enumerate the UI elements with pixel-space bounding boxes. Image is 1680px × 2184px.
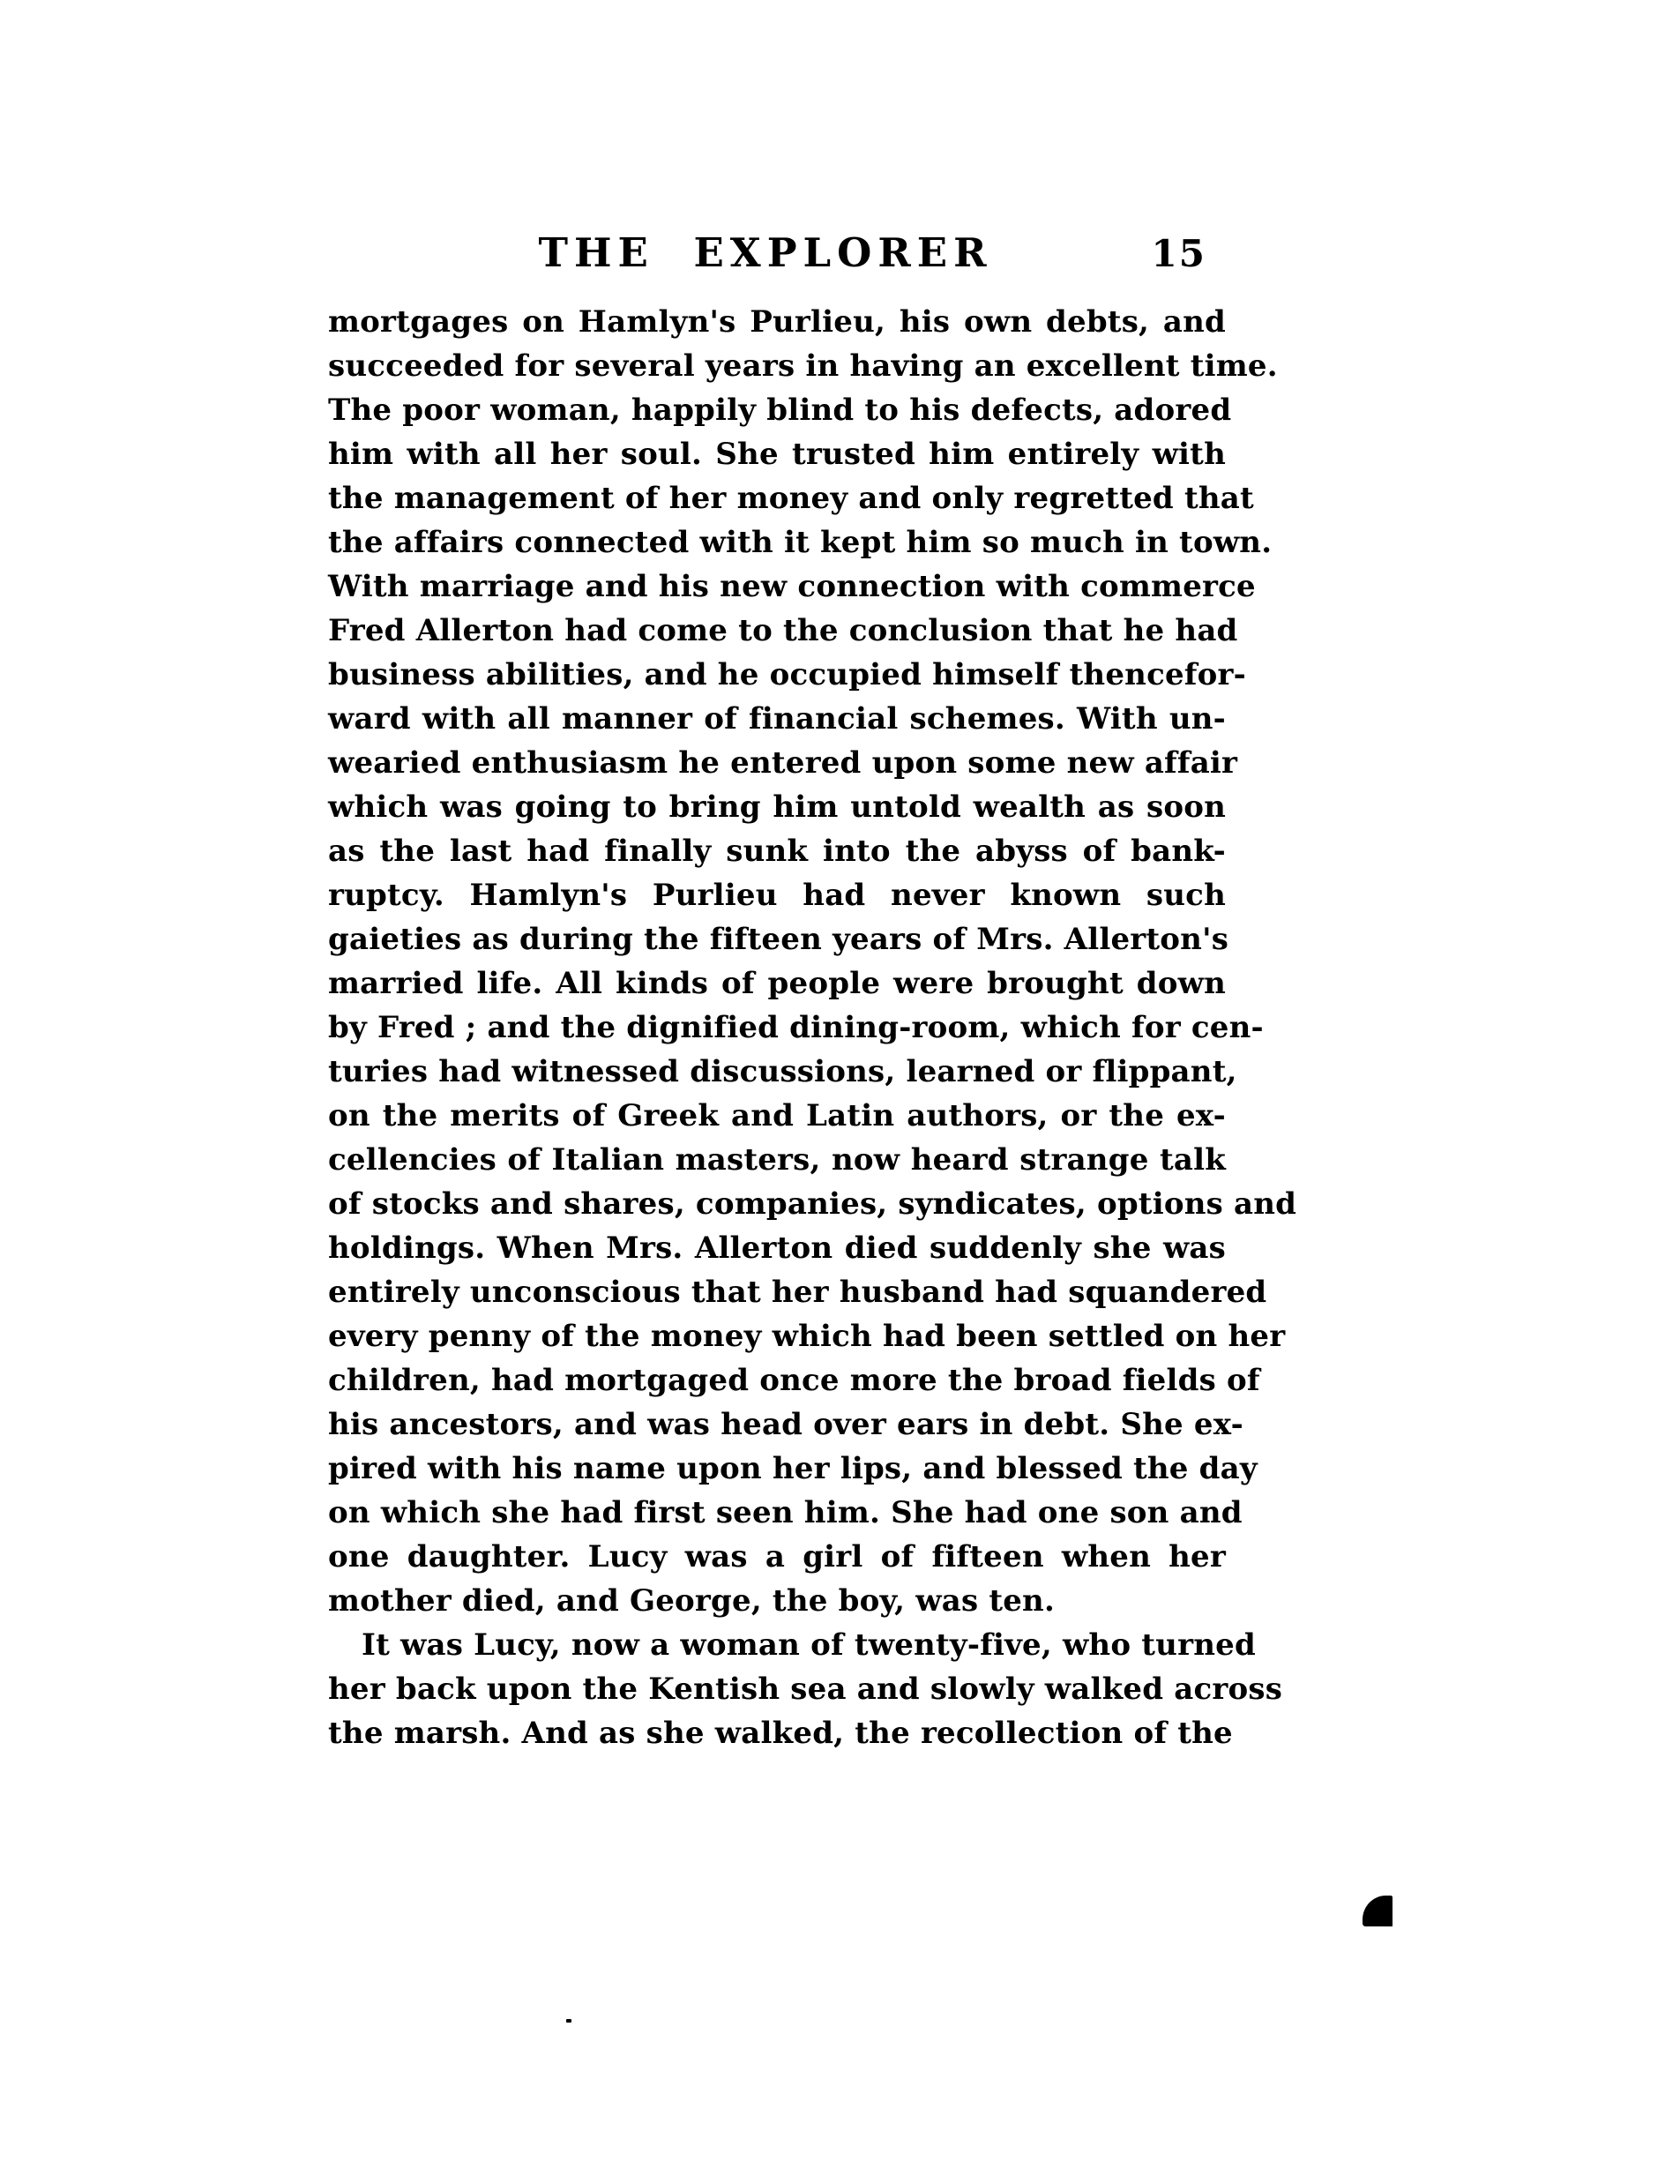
text-line: married life. All kinds of people were brought down [328, 966, 1226, 1001]
text-line: of stocks and shares, companies, syndicates, options and [328, 1186, 1297, 1222]
body-text [328, 300, 1297, 1755]
ink-blot-artifact [1363, 1896, 1393, 1926]
text-line: With marriage and his new connection with commerce [328, 569, 1256, 604]
text-line: her back upon the Kentish sea and slowly walked across [328, 1672, 1283, 1707]
running-header [328, 229, 1226, 276]
text-line-paragraph-end: mother died, and George, the boy, was ten. [328, 1583, 1056, 1619]
text-line: on the merits of Greek and Latin authors, or the ex- [328, 1098, 1226, 1133]
text-line: the affairs connected with it kept him so much in town. [328, 525, 1273, 560]
text-line-paragraph-start: It was Lucy, now a woman of twenty-five, who turned [362, 1627, 1256, 1663]
text-line: The poor woman, happily blind to his defects, adored [328, 393, 1232, 428]
text-line: mortgages on Hamlyn's Purlieu, his own debts, and [328, 304, 1226, 340]
text-line: Fred Allerton had come to the conclusion that he had [328, 613, 1238, 648]
speck-artifact [566, 2019, 571, 2023]
text-line: turies had witnessed discussions, learned or flippant, [328, 1054, 1237, 1089]
page-number: 15 [1151, 232, 1206, 275]
text-line: the management of her money and only regretted that [328, 481, 1254, 516]
text-line: one daughter. Lucy was a girl of fifteen when her [328, 1539, 1226, 1574]
text-line: every penny of the money which had been settled on her [328, 1319, 1286, 1354]
text-line: his ancestors, and was head over ears in debt. She ex- [328, 1407, 1243, 1442]
text-line: holdings. When Mrs. Allerton died suddenly she was [328, 1230, 1226, 1266]
text-line: business abilities, and he occupied himself thencefor- [328, 657, 1246, 692]
text-line: cellencies of Italian masters, now heard strange talk [328, 1142, 1226, 1178]
text-line: the marsh. And as she walked, the recollection of the [328, 1716, 1233, 1751]
text-line: which was going to bring him untold wealth as soon [328, 789, 1226, 825]
text-line: pired with his name upon her lips, and blessed the day [328, 1451, 1258, 1486]
text-line: as the last had finally sunk into the abyss of bank- [328, 834, 1226, 869]
text-line: children, had mortgaged once more the broad fields of [328, 1363, 1260, 1398]
text-line: him with all her soul. She trusted him entirely with [328, 437, 1226, 472]
text-line: ward with all manner of financial schemes. With un- [328, 701, 1226, 737]
page-header-title: THE EXPLORER [538, 229, 993, 276]
text-line: gaieties as during the fifteen years of Mrs. Allerton's [328, 922, 1229, 957]
text-line: on which she had first seen him. She had one son and [328, 1495, 1243, 1530]
text-line: wearied enthusiasm he entered upon some new affair [328, 745, 1238, 781]
text-line: entirely unconscious that her husband had squandered [328, 1275, 1267, 1310]
text-line: ruptcy. Hamlyn's Purlieu had never known such [328, 878, 1226, 913]
text-line: by Fred ; and the dignified dining-room, which for cen- [328, 1010, 1264, 1045]
text-line: succeeded for several years in having an excellent time. [328, 348, 1278, 384]
